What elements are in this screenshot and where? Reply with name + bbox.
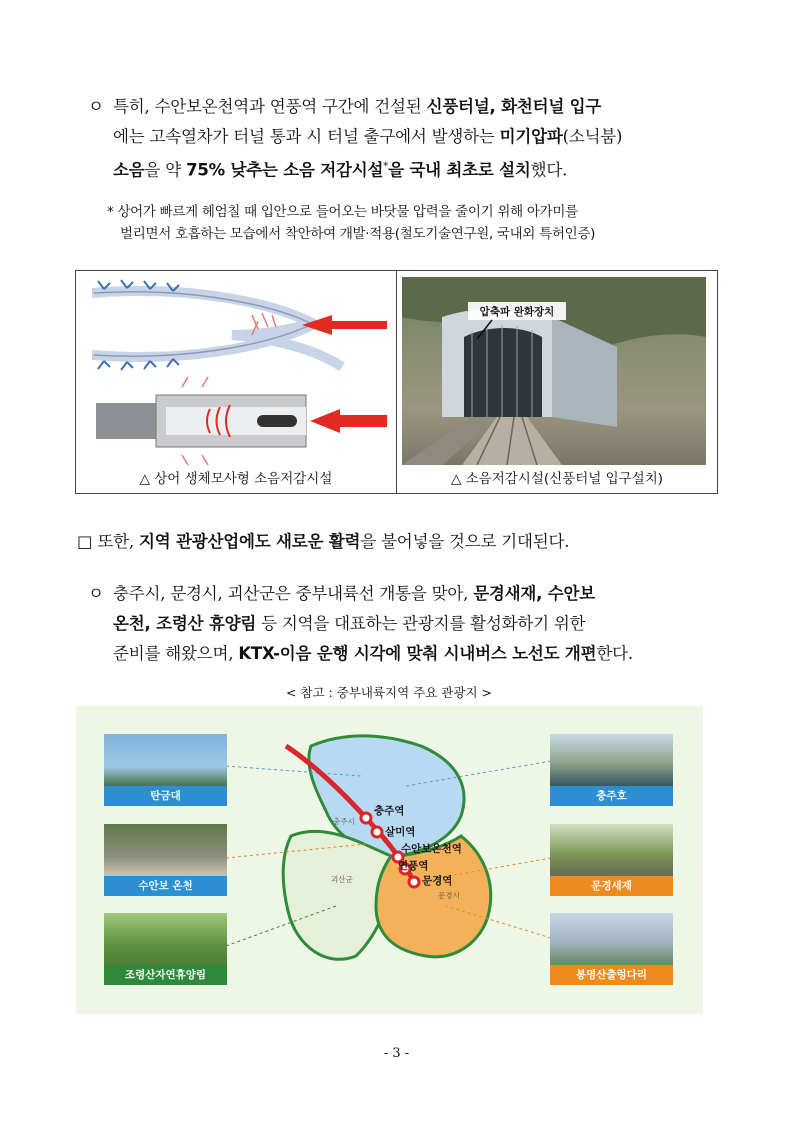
station-mungyeong: 문경역 [422, 875, 453, 887]
text: 또한, [97, 532, 140, 551]
highlight-spots-2: 온천, 조령산 휴양림 [113, 614, 257, 633]
paragraph-tourism [77, 527, 737, 557]
highlight-tourism: 지역 관광산업에도 새로운 활력 [139, 532, 361, 551]
highlight-tunnels: 신풍터널, 화천터널 입구 [426, 97, 602, 116]
spot-label: 충주호 [550, 786, 673, 806]
spot-card-mungyeongsaejae [550, 824, 673, 896]
box-bullet: □ [77, 532, 93, 551]
photo-label: 압축파 완화장치 [479, 306, 555, 318]
right-caption: △ 소음저감시설(신풍터널 입구설치) [450, 471, 664, 487]
bullet-circle: ㅇ [88, 97, 104, 116]
figure-divider [396, 271, 397, 493]
left-caption: △ 상어 생체모사형 소음저감시설 [139, 471, 333, 487]
spot-card-chungjuho [550, 734, 673, 806]
spot-label: 봉명산출렁다리 [550, 965, 673, 985]
region-chungju: 충주시 [333, 817, 355, 826]
text: 을 불어넣을 것으로 기대된다. [360, 532, 570, 551]
tourism-map-panel [76, 706, 703, 1014]
shark-diagram-svg [82, 275, 392, 465]
bullet-circle: ㅇ [88, 584, 104, 603]
text: 을 약 [144, 160, 187, 180]
highlight-noise: 소음 [113, 160, 145, 180]
highlight-reduction: 75% 낮추는 소음 저감시설 [186, 160, 384, 180]
footnote-line-1: * 상어가 빠르게 헤엄칠 때 입안으로 들어오는 바닷물 압력을 줄이기 위해 아가미를 [107, 204, 578, 220]
station-yeonpung: 연풍역 [398, 860, 429, 872]
spot-card-bongmyeongsan [550, 913, 673, 985]
footnote-mark: * [383, 161, 389, 172]
highlight-bus-route: KTX-이음 운행 시각에 맞춰 시내버스 노선도 개편 [238, 644, 597, 663]
footnote [107, 201, 747, 245]
highlight-micro-pressure: 미기압파 [499, 127, 563, 146]
text: 등 지역을 대표하는 관광지를 활성화하기 위한 [256, 614, 586, 633]
text: 특히, 수안보온천역과 연풍역 구간에 건설된 [113, 97, 427, 116]
station-salmi: 살미역 [385, 826, 416, 838]
spot-card-tangeumdae [104, 734, 227, 806]
tunnel-photo [402, 277, 706, 465]
text: 했다. [530, 160, 568, 180]
shark-biomimetic-illustration [82, 275, 392, 465]
station-chungju: 충주역 [374, 805, 405, 817]
spot-label: 조령산자연휴양림 [104, 965, 227, 985]
paragraph-tunnel-noise [88, 92, 728, 182]
text: 한다. [596, 644, 633, 663]
highlight-first-install: 을 국내 최초로 설치 [388, 160, 531, 180]
text: (소닉붐) [562, 127, 623, 146]
spot-card-joryeongsan [104, 913, 227, 985]
spot-label: 수안보 온천 [104, 876, 227, 896]
region-mungyeong: 문경시 [438, 891, 460, 900]
text: 준비를 해왔으며, [113, 644, 239, 663]
text: 충주시, 문경시, 괴산군은 중부내륙선 개통을 맞아, [113, 584, 474, 603]
region-goesan: 괴산군 [331, 875, 353, 884]
footnote-line-2: 벌리면서 호흡하는 모습에서 착안하여 개발·적용(철도기술연구원, 국내외 특허인증) [120, 226, 596, 242]
spot-label: 탄금대 [104, 786, 227, 806]
station-suanbo: 수안보온천역 [401, 843, 462, 855]
paragraph-local-prep [88, 579, 728, 669]
spot-card-suanbo-oncheon [104, 824, 227, 896]
spot-label: 문경새재 [550, 876, 673, 896]
text: 에는 고속열차가 터널 통과 시 터널 출구에서 발생하는 [113, 127, 500, 146]
reference-title: < 참고 : 중부내륙지역 주요 관광지 > [286, 685, 492, 700]
page-number: - 3 - [383, 1046, 410, 1061]
highlight-spots-1: 문경새재, 수안보 [473, 584, 595, 603]
figure-noise-reduction [75, 270, 718, 494]
